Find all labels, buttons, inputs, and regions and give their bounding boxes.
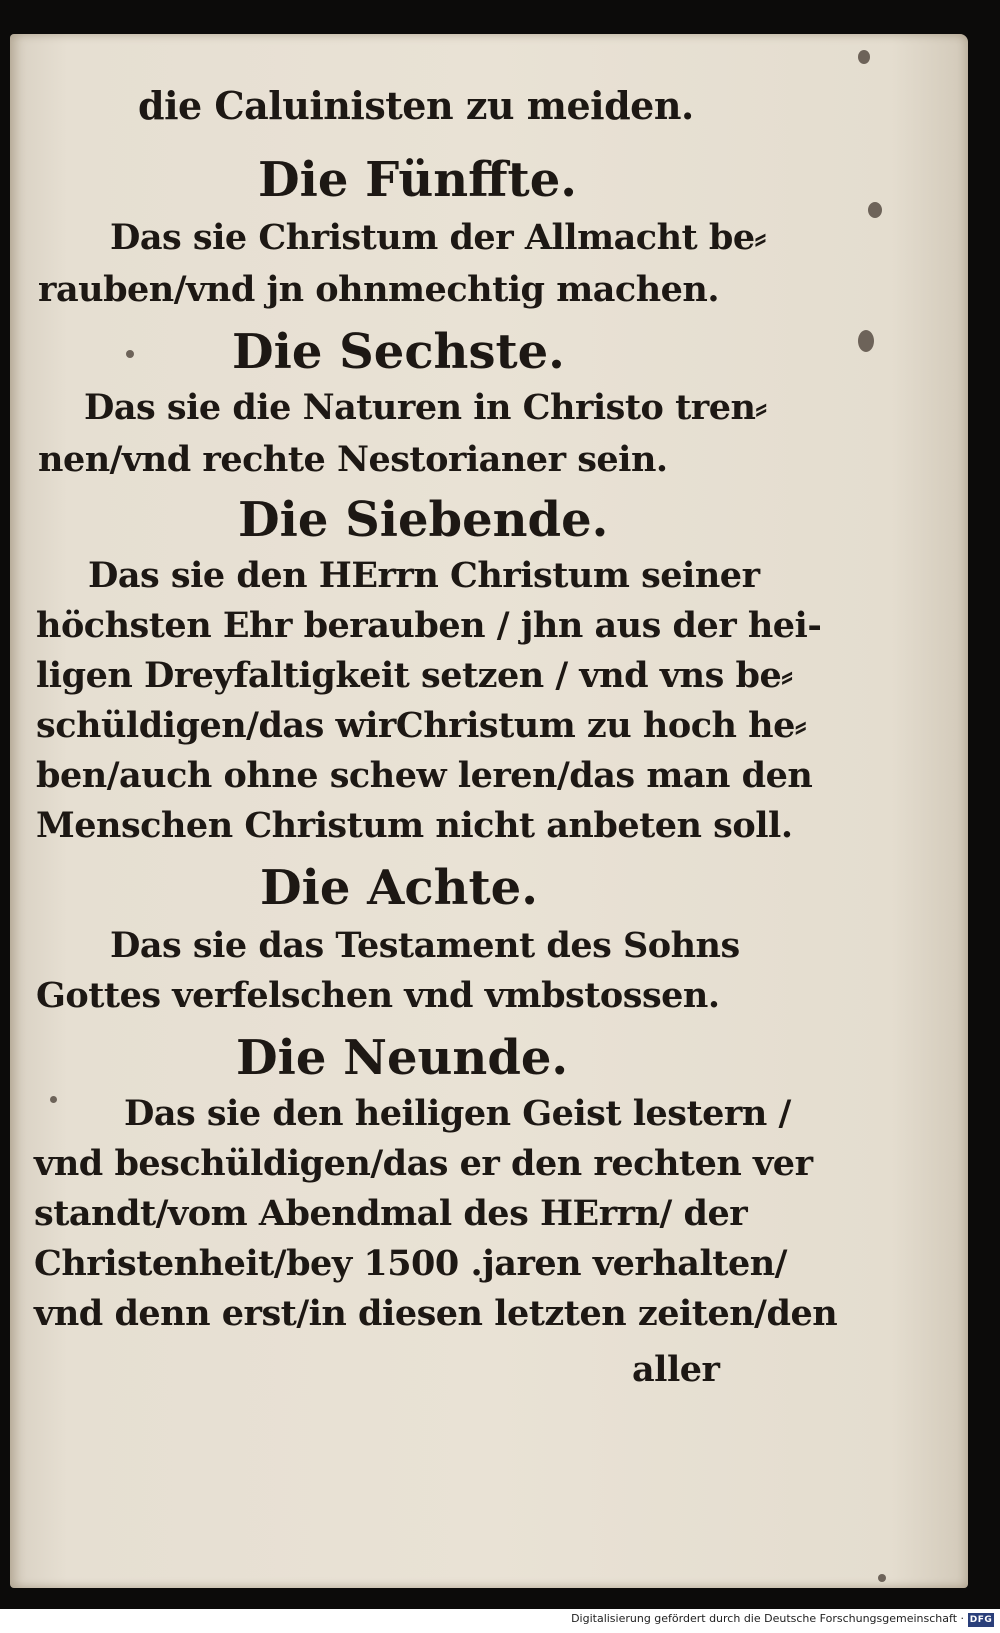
text-line: Menschen Christum nicht anbeten soll. [36, 805, 793, 846]
section-heading: Die Siebende. [238, 492, 609, 548]
dfg-logo: DFG [969, 1615, 993, 1625]
text-line: Gottes verfelschen vnd vmbstossen. [36, 975, 720, 1016]
text-line: rauben/vnd jn ohnmechtig machen. [38, 269, 720, 310]
text-line: ligen Dreyfaltigkeit setzen / vnd vns be⸗ [36, 655, 793, 696]
section-heading: Die Sechste. [232, 324, 565, 380]
text-line: vnd beschüldigen/das er den rechten ver [34, 1143, 813, 1184]
text-line: die Caluinisten zu meiden. [138, 83, 694, 128]
text-line: Das sie den HErrn Christum seiner [88, 555, 760, 596]
text-line: ben/auch ohne schew leren/das man den [36, 755, 813, 796]
text-line: höchsten Ehr berauben / jhn aus der hei- [36, 605, 822, 646]
catchword: aller [632, 1349, 720, 1390]
text-line: vnd denn erst/in diesen letzten zeiten/den [34, 1293, 838, 1334]
funding-notice: Digitalisierung gefördert durch die Deutsche Forschungsgemeinschaft · [571, 1612, 964, 1625]
section-heading: Die Fünffte. [258, 152, 577, 208]
text-line: Das sie den heiligen Geist lestern / [124, 1093, 791, 1134]
book-page [10, 34, 968, 1588]
text-line: Das sie das Testament des Sohns [110, 925, 740, 966]
section-heading: Die Neunde. [236, 1030, 569, 1086]
text-line: Das sie die Naturen in Christo tren⸗ [84, 387, 767, 428]
text-line: nen/vnd rechte Nestorianer sein. [38, 439, 668, 480]
section-heading: Die Achte. [260, 860, 538, 916]
text-line: Christenheit/bey 1500 .jaren verhalten/ [34, 1243, 787, 1284]
text-line: schüldigen/das wirChristum zu hoch he⸗ [36, 705, 807, 746]
text-line: standt/vom Abendmal des HErrn/ der [34, 1193, 748, 1234]
page-text [10, 34, 968, 1588]
text-line: Das sie Christum der Allmacht be⸗ [110, 217, 766, 258]
footer-bar [0, 1609, 1000, 1633]
